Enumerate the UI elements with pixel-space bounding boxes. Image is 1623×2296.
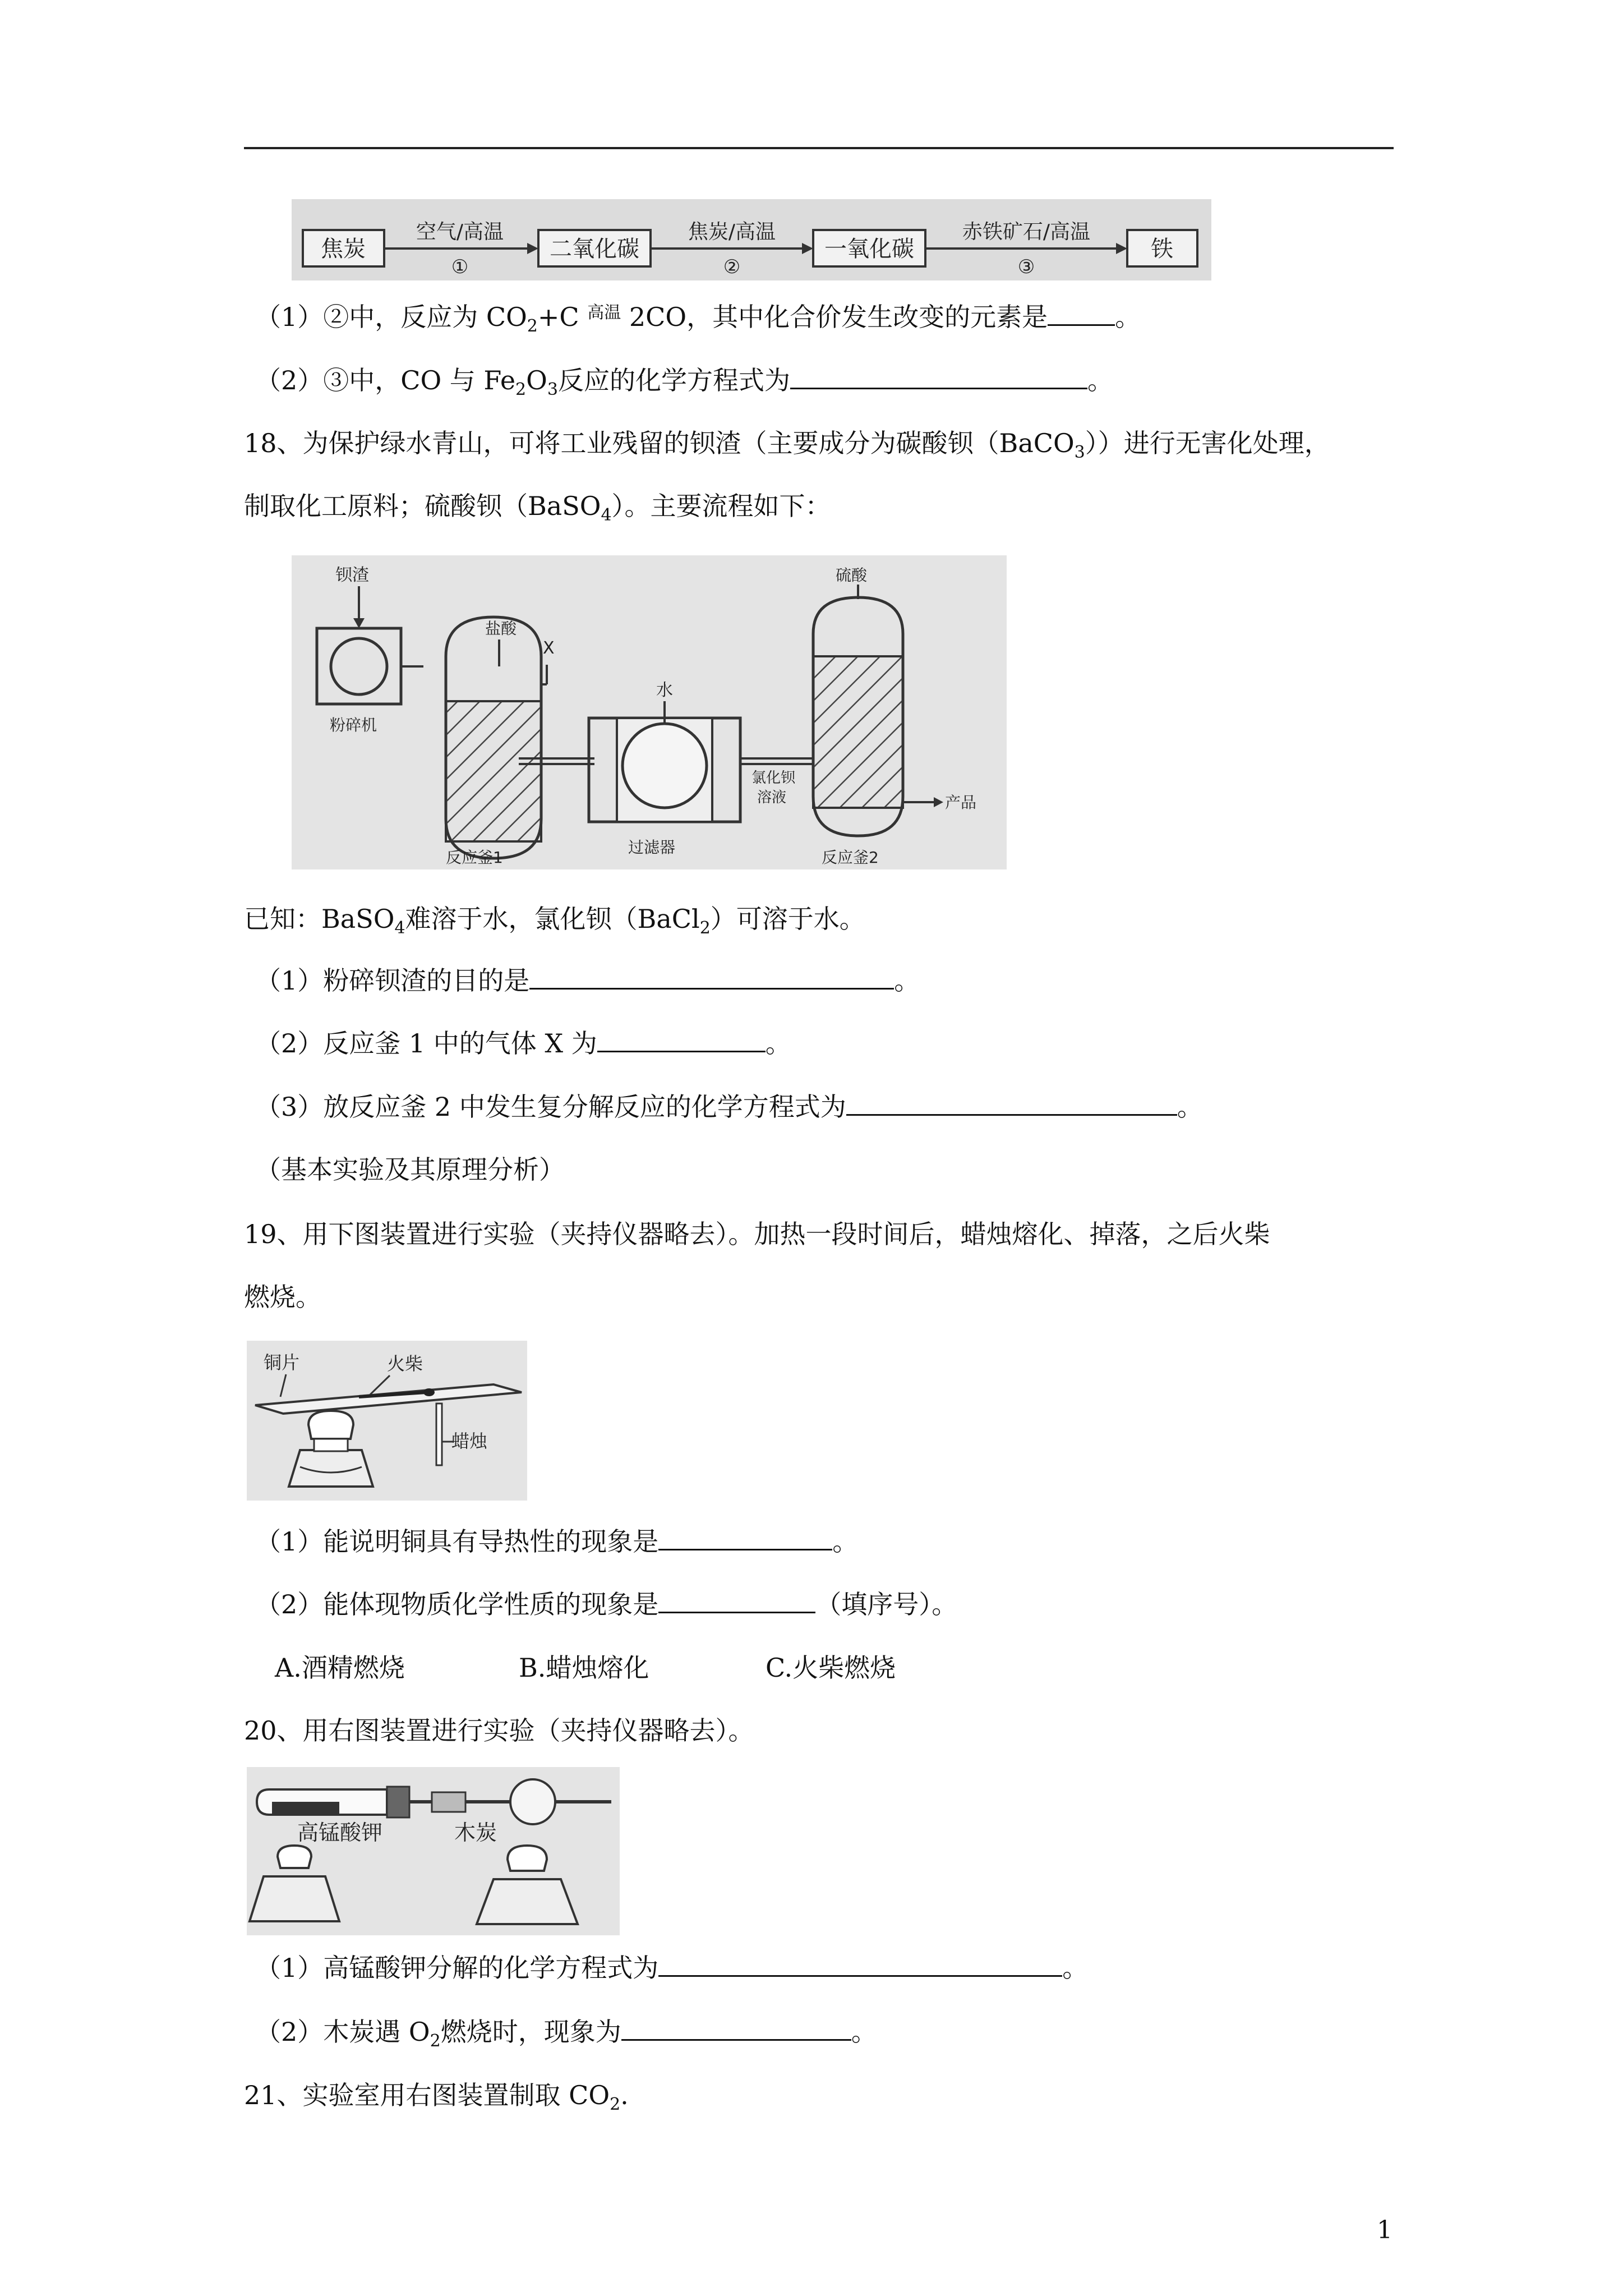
solution-label-line1: 氯化钡 [751,770,796,786]
q17-sub1 [255,300,1141,343]
kmno4-label: 高锰酸钾 [297,1820,383,1845]
q18-intro-line1 [244,426,1330,470]
q19-option-b[interactable]: B.蜡烛熔化 [519,1653,649,1683]
q17-sub1-answer-blank[interactable] [1048,302,1115,326]
q19-sub2 [255,1588,957,1621]
glass-bulb [510,1779,555,1824]
q17-sub1-condition: 高温 [587,303,621,323]
section-heading: （基本实验及其原理分析） [255,1154,565,1185]
q19-sub1-end: 。 [832,1526,859,1557]
arrow2-step: ② [723,256,741,278]
arrow2-label: 焦炭/高温 [688,220,776,243]
q18-sub2-text: （2）反应釜 1 中的气体 X 为 [255,1028,597,1059]
flow-box-co2-label: 二氧化碳 [550,236,639,262]
q20-sub2-subscript: 2 [430,2031,441,2051]
q19-intro-line2: 燃烧。 [244,1282,321,1312]
acid2-label: 硫酸 [836,566,868,585]
q17-sub1-text-a: （1）②中，反应为 CO [255,302,527,332]
acid1-label: 盐酸 [485,619,517,638]
q20-sub2-a: （2）木炭遇 O [255,2017,430,2047]
q18-sub1-answer-blank[interactable] [529,965,894,990]
q17-sub1-end: 。 [1115,302,1141,332]
flow-box-co-label: 一氧化碳 [824,236,914,262]
grinder-circle [331,638,387,694]
input-label: 钡渣 [335,565,369,585]
kmno4-powder [272,1802,339,1814]
q18-sub3-end: 。 [1177,1092,1203,1122]
solution-label-line2: 溶液 [757,789,787,806]
q17-sub2-sub1: 2 [515,380,527,399]
q18-intro2-a: 制取化工原料；硫酸钡（BaSO [244,491,601,521]
match-label: 火柴 [387,1353,423,1374]
q18-intro2-b: ）。主要流程如下： [611,491,831,521]
q17-sub2-text-b: O [526,365,547,395]
q19-sub1-text: （1）能说明铜具有导热性的现象是 [255,1526,659,1557]
q18-intro-line2 [244,489,831,532]
q20-sub1-end: 。 [1062,1953,1089,1983]
copper-label: 铜片 [264,1352,300,1373]
lamp2-body [477,1879,578,1924]
barium-process-diagram [292,555,1007,869]
q17-sub2-text-a: （2）③中，CO 与 Fe [255,365,516,395]
stopper [387,1787,409,1818]
candle-label: 蜡烛 [451,1430,488,1452]
alcohol-lamp-body [289,1450,373,1487]
reactor2-label: 反应釜2 [822,848,879,867]
q19-sub1-answer-blank[interactable] [658,1526,832,1550]
q21-intro-a: 21、实验室用右图装置制取 CO [244,2080,610,2110]
q19-intro-line1: 19、用下图装置进行实验（夹持仪器略去）。加热一段时间后，蜡烛熔化、掉落，之后火柴 [244,1219,1270,1249]
q18-sub1-end: 。 [894,965,920,996]
q20-sub2-answer-blank[interactable] [621,2017,851,2041]
alcohol-lamp-top [308,1411,353,1439]
filter-label: 过滤器 [628,838,676,857]
header-rule [244,147,1394,149]
q20-sub2-b: 燃烧时，现象为 [440,2017,621,2047]
q20-sub1-text: （1）高锰酸钾分解的化学方程式为 [255,1953,659,1983]
q19-options [275,1651,896,1685]
q18-intro2-sub: 4 [601,505,612,525]
q20-intro: 20、用右图装置进行实验（夹持仪器略去）。 [244,1715,754,1746]
q21-intro-sub: 2 [610,2095,621,2114]
q17-sub1-subscript: 2 [527,316,538,336]
q18-intro1-b: ））进行无害化处理， [1085,428,1330,458]
charcoal-label: 木炭 [454,1820,497,1845]
q19-sub2-text: （2）能体现物质化学性质的现象是 [255,1589,659,1619]
page-number: 1 [1377,2216,1393,2244]
q19-sub1 [255,1525,858,1558]
candle [436,1404,442,1465]
q17-sub2-sub2: 3 [547,380,558,399]
q17-sub1-text-b: +C [537,302,588,332]
filter-drum [623,724,707,808]
product-label: 产品 [945,793,977,812]
q18-sub3 [255,1090,1203,1124]
q19-option-a[interactable]: A.酒精燃烧 [275,1653,405,1683]
q20-sub2 [255,2015,877,2058]
copper-diagram-svg [247,1341,527,1501]
copper-plate [255,1384,522,1414]
lamp2-top [508,1846,547,1871]
q20-sub1-answer-blank[interactable] [658,1953,1062,1977]
kmno4-diagram-svg [247,1767,620,1935]
q18-sub2-end: 。 [765,1028,791,1059]
arrow1-step: ① [451,256,469,278]
q20-sub2-end: 。 [851,2017,877,2047]
q18-known [244,902,865,945]
q21-intro [244,2078,629,2122]
q18-sub1 [255,964,920,997]
flow-diagram-svg [292,199,1211,280]
q19-sub2-end: （填序号）。 [815,1589,958,1619]
q17-sub2-end: 。 [1087,365,1113,395]
grinder-label: 粉碎机 [330,716,377,734]
flow-box-coke-label: 焦炭 [321,236,366,262]
q19-sub2-answer-blank[interactable] [658,1589,815,1613]
q18-sub1-text: （1）粉碎钡渣的目的是 [255,965,530,996]
q18-sub2-answer-blank[interactable] [597,1028,766,1052]
lamp1-top [278,1846,311,1868]
q17-sub1-text-c: 2CO，其中化合价发生改变的元素是 [621,302,1048,332]
q18-known-c: ）可溶于水。 [710,904,865,934]
q18-sub3-answer-blank[interactable] [846,1092,1177,1116]
lamp1-body [250,1876,339,1921]
q17-sub2-answer-blank[interactable] [790,365,1087,389]
q17-sub2-text-c: 反应的化学方程式为 [557,365,790,395]
q18-known-sub1: 4 [394,918,405,938]
flow-box-iron-label: 铁 [1151,236,1173,262]
q18-intro1-sub: 3 [1074,443,1085,462]
process-diagram-svg [292,555,1007,869]
q19-option-c[interactable]: C.火柴燃烧 [766,1653,896,1683]
q18-known-b: 难溶于水，氯化钡（BaCl [405,904,700,934]
arrow1-label: 空气/高温 [416,220,504,243]
q17-sub2 [255,364,1113,407]
q18-known-a: 已知：BaSO [244,904,395,934]
q21-intro-b: . [620,2080,629,2110]
q18-intro1-a: 18、为保护绿水青山，可将工业残留的钡渣（主要成分为碳酸钡（BaCO [244,428,1075,458]
q18-known-sub2: 2 [699,918,711,938]
arrow3-step: ③ [1017,256,1035,278]
copper-heating-diagram [247,1341,527,1501]
reactor1-label: 反应釜1 [446,848,503,867]
q20-sub1 [255,1951,1088,1985]
gas-x-label: X [543,638,555,658]
q18-sub2 [255,1027,791,1060]
water-label: 水 [656,680,673,700]
arrow3-label: 赤铁矿石/高温 [962,220,1091,243]
iron-smelting-flow-diagram [292,199,1211,280]
q18-sub3-text: （3）放反应釜 2 中发生复分解反应的化学方程式为 [255,1092,846,1122]
kmno4-charcoal-diagram [247,1767,620,1935]
